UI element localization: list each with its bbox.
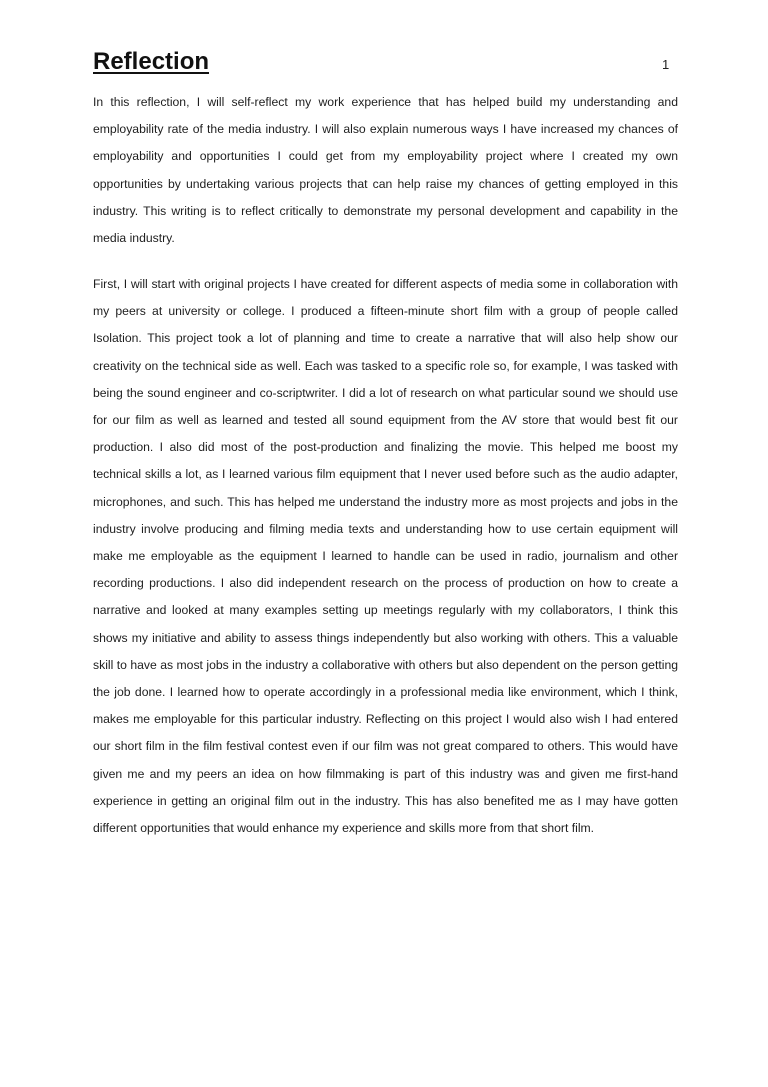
paragraph-projects: First, I will start with original projects I have created for different aspects of media some in collaboration with my peers at university or college. I produced a fifteen-minute short film with a group of people called Isolation. This project took a lot of planning and time to create a narrative that will also help show our creativity on the technical side as well. Each was tasked to a specific role so, for example, I was tasked with being the sound engineer and co-scriptwriter. I did a lot of research on what particular sound we should use for our film as well as learned and tested all sound equipment from the AV store that would best fit our production. I also did most of the post-production and finalizing the movie. This helped me boost my technical skills a lot, as I learned various film equipment that I never used before such as the audio adapter, microphones, and such. This has helped me understand the industry more as most projects and jobs in the industry involve producing and filming media texts and understanding how to use certain equipment will make me employable as the equipment I learned to handle can be used in radio, journalism and other recording productions. I also did independent research on the process of production on how to create a narrative and looked at many examples setting up meetings regularly with my collaborators, I think this shows my initiative and ability to assess things independently but also working with others. This a valuable skill to have as most jobs in the industry a collaborative with others but also dependent on the person getting the job done. I learned how to operate accordingly in a professional media like environment, which I think, makes me employable for this particular industry. Reflecting on this project I would also wish I had entered our short film in the film festival contest even if our film was not great compared to others. This would have given me and my peers an idea on how filmmaking is part of this industry was and given me first-hand experience in getting an original film out in the industry. This has also benefited me as I may have gotten different opportunities that would enhance my experience and skills more from that short film. bbox=[93, 277, 678, 836]
paragraph-intro: In this reflection, I will self-reflect my work experience that has helped build my understanding and employability rate of the media industry. I will also explain numerous ways I have increased my chances of employability and opportunities I could get from my employability project where I created my own opportunities by undertaking various projects that can help raise my chances of getting employed in this industry. This writing is to reflect critically to demonstrate my personal development and capability in the media industry. bbox=[93, 95, 678, 246]
page-title: Reflection bbox=[93, 48, 210, 75]
page-number: 1 bbox=[662, 57, 670, 72]
